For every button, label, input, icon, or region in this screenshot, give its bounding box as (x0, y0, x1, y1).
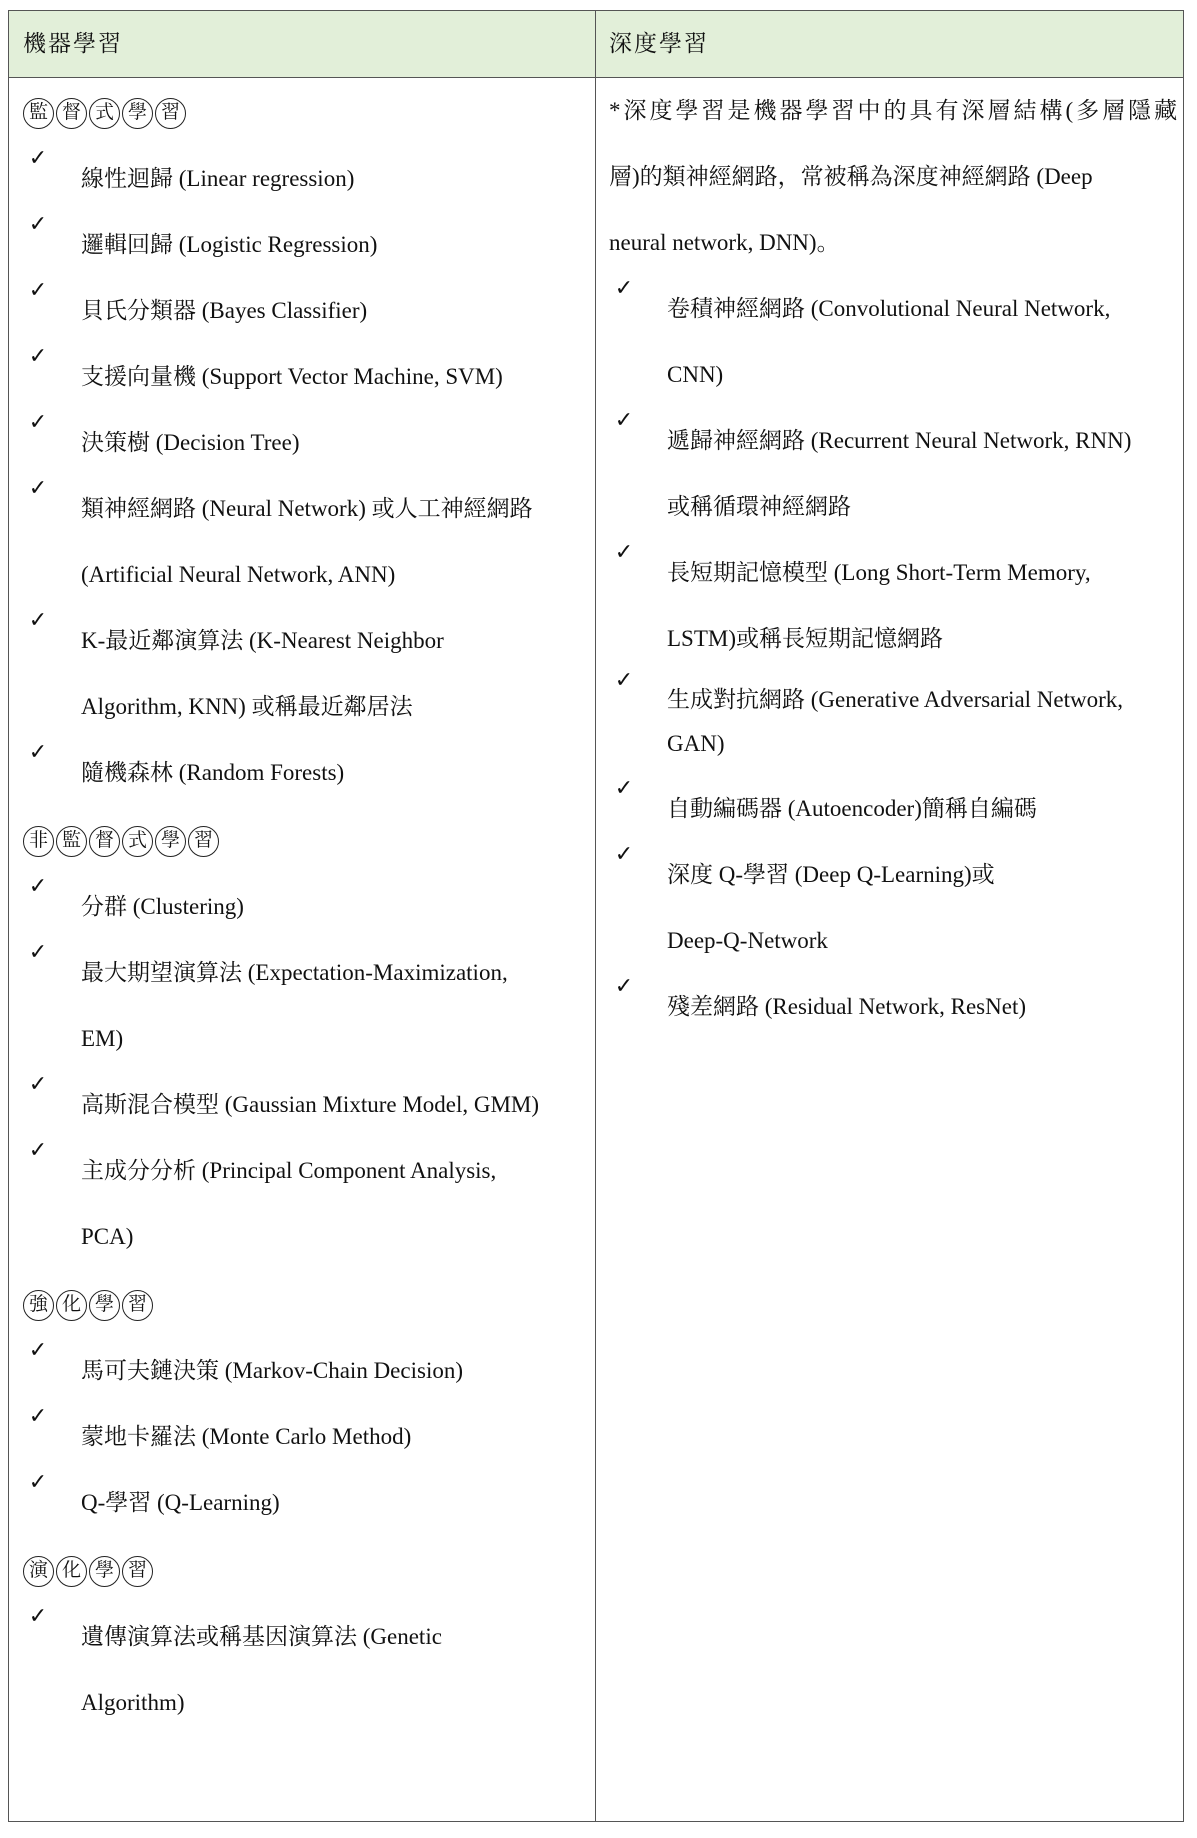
deep-learning-intro (609, 78, 1181, 276)
item-text-continued: Deep-Q-Network (667, 928, 828, 953)
checkmark-icon: ✓ (28, 1138, 48, 1163)
item-text-continued: (Artificial Neural Network, ANN) (81, 562, 396, 587)
item-text: 生成對抗網路 (Generative Adversarial Network, (667, 687, 1124, 712)
category-evolutionary (23, 1538, 583, 1604)
circled-char: 演 (23, 1556, 54, 1587)
circled-char: 學 (89, 1290, 120, 1321)
item-text: 自動編碼器 (Autoencoder)簡稱自編碼 (667, 796, 1037, 821)
item-text: 高斯混合模型 (Gaussian Mixture Model, GMM) (81, 1092, 540, 1117)
list-item (23, 212, 583, 278)
item-text: 長短期記憶模型 (Long Short-Term Memory, (667, 560, 1091, 585)
item-text: 馬可夫鏈決策 (Markov-Chain Decision) (81, 1358, 463, 1383)
circled-char: 強 (23, 1290, 54, 1321)
category-supervised (23, 80, 583, 146)
list-item (609, 408, 1174, 540)
checkmark-icon: ✓ (28, 410, 48, 435)
checkmark-icon: ✓ (28, 278, 48, 303)
circled-char: 監 (23, 98, 54, 129)
circled-char: 非 (23, 826, 54, 857)
item-text: K-最近鄰演算法 (K-Nearest Neighbor (81, 628, 444, 653)
checkmark-icon: ✓ (614, 276, 634, 301)
checkmark-icon: ✓ (28, 146, 48, 171)
checkmark-icon: ✓ (28, 740, 48, 765)
item-text: 線性迴歸 (Linear regression) (81, 166, 355, 191)
circled-char: 式 (89, 98, 120, 129)
item-text: 決策樹 (Decision Tree) (81, 430, 300, 455)
list-item (23, 740, 583, 806)
checkmark-icon: ✓ (28, 476, 48, 501)
list-item (23, 1404, 583, 1470)
item-text-continued: CNN) (667, 362, 724, 387)
item-text-continued: 或稱循環神經網路 (667, 494, 851, 519)
item-text: 支援向量機 (Support Vector Machine, SVM) (81, 364, 503, 389)
list-item (23, 1072, 583, 1138)
circled-char: 學 (122, 98, 153, 129)
item-text: 分群 (Clustering) (81, 894, 244, 919)
checkmark-icon: ✓ (614, 776, 634, 801)
checkmark-icon: ✓ (614, 842, 634, 867)
item-text-continued: Algorithm, KNN) 或稱最近鄰居法 (81, 694, 413, 719)
item-text: 殘差網路 (Residual Network, ResNet) (667, 994, 1026, 1019)
circled-char: 習 (188, 826, 219, 857)
circled-char: 習 (122, 1556, 153, 1587)
item-text: 類神經網路 (Neural Network) 或人工神經網路 (81, 496, 533, 521)
circled-char: 習 (122, 1290, 153, 1321)
item-text: 深度 Q-學習 (Deep Q-Learning)或 (667, 862, 995, 887)
category-reinforcement (23, 1272, 583, 1338)
list-item (609, 276, 1174, 408)
item-text-continued: EM) (81, 1026, 124, 1051)
item-text: 邏輯回歸 (Logistic Regression) (81, 232, 378, 257)
intro-line: *深度學習是機器學習中的具有深層結構(多層隱藏 (609, 98, 1181, 123)
circled-char: 學 (89, 1556, 120, 1587)
item-text: 最大期望演算法 (Expectation-Maximization, (81, 960, 508, 985)
list-item (23, 344, 583, 410)
list-item (23, 278, 583, 344)
list-item (609, 776, 1174, 842)
header-deep-learning: 深度學習 (609, 31, 709, 56)
checkmark-icon: ✓ (614, 974, 634, 999)
circled-char: 化 (56, 1290, 87, 1321)
checkmark-icon: ✓ (28, 874, 48, 899)
list-item (23, 1470, 583, 1536)
header-machine-learning: 機器學習 (23, 31, 123, 56)
deep-learning-column (609, 78, 1181, 1040)
list-item (23, 608, 583, 740)
machine-learning-column (23, 78, 583, 1736)
checkmark-icon: ✓ (28, 212, 48, 237)
list-item (609, 842, 1174, 974)
table-header-row (9, 11, 1183, 78)
item-text: Q-學習 (Q-Learning) (81, 1490, 280, 1515)
circled-char: 督 (89, 826, 120, 857)
checkmark-icon: ✓ (28, 1072, 48, 1097)
list-item (23, 146, 583, 212)
category-unsupervised (23, 808, 583, 874)
item-text-continued: LSTM)或稱長短期記憶網路 (667, 626, 943, 651)
intro-line: 層)的類神經網路，常被稱為深度神經網路 (Deep (609, 164, 1093, 189)
item-text: 遺傳演算法或稱基因演算法 (Genetic (81, 1624, 442, 1649)
intro-line: neural network, DNN)。 (609, 230, 840, 255)
checkmark-icon: ✓ (28, 1404, 48, 1429)
item-text: 隨機森林 (Random Forests) (81, 760, 345, 785)
item-text: 貝氏分類器 (Bayes Classifier) (81, 298, 368, 323)
item-text-continued: GAN) (667, 731, 725, 756)
item-text-continued: Algorithm) (81, 1690, 185, 1715)
item-text: 卷積神經網路 (Convolutional Neural Network, (667, 296, 1111, 321)
checkmark-icon: ✓ (28, 344, 48, 369)
column-divider (595, 11, 596, 1821)
circled-char: 式 (122, 826, 153, 857)
checkmark-icon: ✓ (28, 940, 48, 965)
comparison-table (8, 10, 1184, 1822)
list-item (23, 410, 583, 476)
list-item (23, 874, 583, 940)
list-item (609, 540, 1174, 672)
item-text: 遞歸神經網路 (Recurrent Neural Network, RNN) (667, 428, 1132, 453)
item-text: 蒙地卡羅法 (Monte Carlo Method) (81, 1424, 412, 1449)
list-item (23, 476, 583, 608)
list-item (23, 1604, 583, 1736)
checkmark-icon: ✓ (28, 1338, 48, 1363)
circled-char: 學 (155, 826, 186, 857)
list-item (609, 668, 1174, 766)
list-item (23, 1338, 583, 1404)
circled-char: 習 (155, 98, 186, 129)
list-item (609, 974, 1174, 1040)
checkmark-icon: ✓ (614, 408, 634, 433)
checkmark-icon: ✓ (28, 608, 48, 633)
list-item (23, 1138, 583, 1270)
item-text: 主成分分析 (Principal Component Analysis, (81, 1158, 497, 1183)
circled-char: 化 (56, 1556, 87, 1587)
checkmark-icon: ✓ (28, 1470, 48, 1495)
checkmark-icon: ✓ (28, 1604, 48, 1629)
list-item (23, 940, 583, 1072)
circled-char: 監 (56, 826, 87, 857)
checkmark-icon: ✓ (614, 668, 634, 693)
checkmark-icon: ✓ (614, 540, 634, 565)
circled-char: 督 (56, 98, 87, 129)
item-text-continued: PCA) (81, 1224, 134, 1249)
